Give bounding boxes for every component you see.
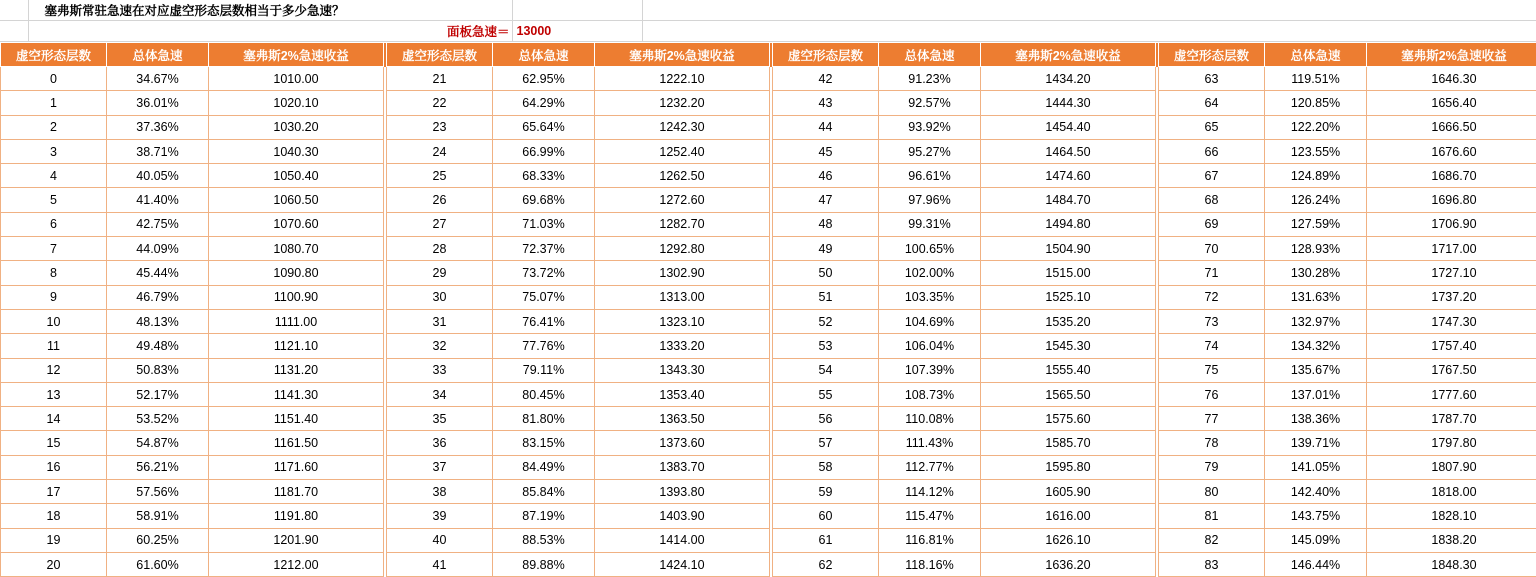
panel-haste-value: 13000 bbox=[512, 21, 642, 42]
cell-layer: 19 bbox=[1, 528, 107, 552]
cell-sevirus-gain: 1373.60 bbox=[595, 431, 770, 455]
cell-total-haste: 142.40% bbox=[1265, 480, 1367, 504]
table-row bbox=[1, 309, 1536, 333]
cell-layer: 16 bbox=[1, 455, 107, 479]
cell-layer: 73 bbox=[1159, 309, 1265, 333]
table-row bbox=[1, 455, 1536, 479]
cell-layer: 53 bbox=[773, 334, 879, 358]
col-header-layer-4: 虚空形态层数 bbox=[1159, 43, 1265, 67]
cell-layer: 37 bbox=[387, 455, 493, 479]
table-row bbox=[1, 67, 1536, 91]
cell-sevirus-gain: 1141.30 bbox=[209, 382, 384, 406]
table-row bbox=[1, 212, 1536, 236]
table-row bbox=[1, 237, 1536, 261]
cell-layer: 78 bbox=[1159, 431, 1265, 455]
table-row bbox=[1, 139, 1536, 163]
cell-layer: 67 bbox=[1159, 164, 1265, 188]
cell-layer: 52 bbox=[773, 309, 879, 333]
cell-total-haste: 114.12% bbox=[879, 480, 981, 504]
cell-sevirus-gain: 1848.30 bbox=[1367, 552, 1536, 576]
cell-sevirus-gain: 1353.40 bbox=[595, 382, 770, 406]
col-header-total-haste-1: 总体急速 bbox=[107, 43, 209, 67]
cell-total-haste: 46.79% bbox=[107, 285, 209, 309]
cell-total-haste: 61.60% bbox=[107, 552, 209, 576]
cell-sevirus-gain: 1040.30 bbox=[209, 139, 384, 163]
cell-layer: 25 bbox=[387, 164, 493, 188]
cell-sevirus-gain: 1010.00 bbox=[209, 67, 384, 91]
table-row bbox=[1, 334, 1536, 358]
table-body bbox=[1, 67, 1536, 577]
cell-total-haste: 42.75% bbox=[107, 212, 209, 236]
cell-total-haste: 118.16% bbox=[879, 552, 981, 576]
cell-sevirus-gain: 1020.10 bbox=[209, 91, 384, 115]
cell-sevirus-gain: 1676.60 bbox=[1367, 139, 1536, 163]
cell-layer: 0 bbox=[1, 67, 107, 91]
table-row bbox=[1, 91, 1536, 115]
table-row bbox=[1, 552, 1536, 576]
cell-total-haste: 48.13% bbox=[107, 309, 209, 333]
cell-sevirus-gain: 1151.40 bbox=[209, 407, 384, 431]
cell-sevirus-gain: 1504.90 bbox=[981, 237, 1156, 261]
col-header-sevirus-gain-1: 塞弗斯2%急速收益 bbox=[209, 43, 384, 67]
cell-layer: 72 bbox=[1159, 285, 1265, 309]
cell-total-haste: 68.33% bbox=[493, 164, 595, 188]
cell-sevirus-gain: 1212.00 bbox=[209, 552, 384, 576]
cell-layer: 70 bbox=[1159, 237, 1265, 261]
cell-layer: 56 bbox=[773, 407, 879, 431]
cell-layer: 80 bbox=[1159, 480, 1265, 504]
cell-total-haste: 97.96% bbox=[879, 188, 981, 212]
cell-sevirus-gain: 1100.90 bbox=[209, 285, 384, 309]
col-header-sevirus-gain-2: 塞弗斯2%急速收益 bbox=[595, 43, 770, 67]
cell-layer: 59 bbox=[773, 480, 879, 504]
cell-total-haste: 116.81% bbox=[879, 528, 981, 552]
cell-sevirus-gain: 1787.70 bbox=[1367, 407, 1536, 431]
cell-sevirus-gain: 1666.50 bbox=[1367, 115, 1536, 139]
cell-layer: 6 bbox=[1, 212, 107, 236]
cell-total-haste: 84.49% bbox=[493, 455, 595, 479]
cell-total-haste: 146.44% bbox=[1265, 552, 1367, 576]
cell-total-haste: 128.93% bbox=[1265, 237, 1367, 261]
cell-sevirus-gain: 1575.60 bbox=[981, 407, 1156, 431]
cell-total-haste: 134.32% bbox=[1265, 334, 1367, 358]
cell-layer: 66 bbox=[1159, 139, 1265, 163]
cell-layer: 46 bbox=[773, 164, 879, 188]
cell-layer: 71 bbox=[1159, 261, 1265, 285]
cell-total-haste: 130.28% bbox=[1265, 261, 1367, 285]
cell-sevirus-gain: 1484.70 bbox=[981, 188, 1156, 212]
col-header-total-haste-3: 总体急速 bbox=[879, 43, 981, 67]
cell-layer: 62 bbox=[773, 552, 879, 576]
cell-sevirus-gain: 1595.80 bbox=[981, 455, 1156, 479]
cell-sevirus-gain: 1636.20 bbox=[981, 552, 1156, 576]
cell-total-haste: 72.37% bbox=[493, 237, 595, 261]
cell-sevirus-gain: 1828.10 bbox=[1367, 504, 1536, 528]
cell-sevirus-gain: 1696.80 bbox=[1367, 188, 1536, 212]
table-row bbox=[1, 528, 1536, 552]
cell-sevirus-gain: 1818.00 bbox=[1367, 480, 1536, 504]
cell-layer: 36 bbox=[387, 431, 493, 455]
cell-layer: 43 bbox=[773, 91, 879, 115]
cell-layer: 79 bbox=[1159, 455, 1265, 479]
cell-total-haste: 37.36% bbox=[107, 115, 209, 139]
cell-sevirus-gain: 1050.40 bbox=[209, 164, 384, 188]
cell-sevirus-gain: 1191.80 bbox=[209, 504, 384, 528]
cell-sevirus-gain: 1323.10 bbox=[595, 309, 770, 333]
blank-cell bbox=[512, 0, 642, 21]
cell-sevirus-gain: 1252.40 bbox=[595, 139, 770, 163]
cell-total-haste: 38.71% bbox=[107, 139, 209, 163]
cell-total-haste: 115.47% bbox=[879, 504, 981, 528]
cell-sevirus-gain: 1232.20 bbox=[595, 91, 770, 115]
cell-sevirus-gain: 1717.00 bbox=[1367, 237, 1536, 261]
cell-total-haste: 49.48% bbox=[107, 334, 209, 358]
cell-sevirus-gain: 1171.60 bbox=[209, 455, 384, 479]
cell-sevirus-gain: 1646.30 bbox=[1367, 67, 1536, 91]
cell-layer: 65 bbox=[1159, 115, 1265, 139]
cell-layer: 77 bbox=[1159, 407, 1265, 431]
cell-sevirus-gain: 1616.00 bbox=[981, 504, 1156, 528]
cell-total-haste: 112.77% bbox=[879, 455, 981, 479]
cell-layer: 81 bbox=[1159, 504, 1265, 528]
cell-layer: 47 bbox=[773, 188, 879, 212]
cell-total-haste: 104.69% bbox=[879, 309, 981, 333]
panel-haste-row bbox=[0, 21, 1536, 42]
cell-layer: 21 bbox=[387, 67, 493, 91]
cell-sevirus-gain: 1585.70 bbox=[981, 431, 1156, 455]
cell-total-haste: 111.43% bbox=[879, 431, 981, 455]
cell-layer: 30 bbox=[387, 285, 493, 309]
cell-total-haste: 80.45% bbox=[493, 382, 595, 406]
cell-sevirus-gain: 1494.80 bbox=[981, 212, 1156, 236]
cell-layer: 61 bbox=[773, 528, 879, 552]
cell-layer: 8 bbox=[1, 261, 107, 285]
cell-total-haste: 65.64% bbox=[493, 115, 595, 139]
cell-layer: 10 bbox=[1, 309, 107, 333]
cell-total-haste: 122.20% bbox=[1265, 115, 1367, 139]
cell-total-haste: 126.24% bbox=[1265, 188, 1367, 212]
cell-layer: 23 bbox=[387, 115, 493, 139]
cell-layer: 20 bbox=[1, 552, 107, 576]
cell-layer: 33 bbox=[387, 358, 493, 382]
blank-cell bbox=[642, 0, 1536, 21]
cell-sevirus-gain: 1414.00 bbox=[595, 528, 770, 552]
cell-total-haste: 75.07% bbox=[493, 285, 595, 309]
cell-sevirus-gain: 1424.10 bbox=[595, 552, 770, 576]
cell-layer: 54 bbox=[773, 358, 879, 382]
cell-total-haste: 141.05% bbox=[1265, 455, 1367, 479]
cell-layer: 34 bbox=[387, 382, 493, 406]
cell-total-haste: 87.19% bbox=[493, 504, 595, 528]
cell-layer: 76 bbox=[1159, 382, 1265, 406]
cell-layer: 42 bbox=[773, 67, 879, 91]
cell-sevirus-gain: 1060.50 bbox=[209, 188, 384, 212]
cell-layer: 75 bbox=[1159, 358, 1265, 382]
cell-layer: 39 bbox=[387, 504, 493, 528]
cell-layer: 22 bbox=[387, 91, 493, 115]
col-header-layer-2: 虚空形态层数 bbox=[387, 43, 493, 67]
col-header-sevirus-gain-3: 塞弗斯2%急速收益 bbox=[981, 43, 1156, 67]
cell-total-haste: 89.88% bbox=[493, 552, 595, 576]
table-row bbox=[1, 431, 1536, 455]
cell-sevirus-gain: 1403.90 bbox=[595, 504, 770, 528]
table-row bbox=[1, 164, 1536, 188]
cell-sevirus-gain: 1838.20 bbox=[1367, 528, 1536, 552]
cell-sevirus-gain: 1161.50 bbox=[209, 431, 384, 455]
cell-total-haste: 62.95% bbox=[493, 67, 595, 91]
col-header-total-haste-4: 总体急速 bbox=[1265, 43, 1367, 67]
cell-layer: 82 bbox=[1159, 528, 1265, 552]
cell-total-haste: 103.35% bbox=[879, 285, 981, 309]
col-header-sevirus-gain-4: 塞弗斯2%急速收益 bbox=[1367, 43, 1536, 67]
cell-total-haste: 54.87% bbox=[107, 431, 209, 455]
cell-sevirus-gain: 1434.20 bbox=[981, 67, 1156, 91]
cell-total-haste: 123.55% bbox=[1265, 139, 1367, 163]
cell-total-haste: 91.23% bbox=[879, 67, 981, 91]
cell-sevirus-gain: 1797.80 bbox=[1367, 431, 1536, 455]
cell-total-haste: 92.57% bbox=[879, 91, 981, 115]
cell-layer: 48 bbox=[773, 212, 879, 236]
table-row bbox=[1, 407, 1536, 431]
blank-cell bbox=[0, 21, 28, 42]
cell-layer: 38 bbox=[387, 480, 493, 504]
cell-total-haste: 50.83% bbox=[107, 358, 209, 382]
cell-sevirus-gain: 1302.90 bbox=[595, 261, 770, 285]
cell-sevirus-gain: 1605.90 bbox=[981, 480, 1156, 504]
table-header-row bbox=[1, 43, 1536, 67]
cell-layer: 18 bbox=[1, 504, 107, 528]
cell-layer: 58 bbox=[773, 455, 879, 479]
cell-layer: 69 bbox=[1159, 212, 1265, 236]
cell-sevirus-gain: 1393.80 bbox=[595, 480, 770, 504]
cell-layer: 57 bbox=[773, 431, 879, 455]
cell-total-haste: 88.53% bbox=[493, 528, 595, 552]
cell-total-haste: 120.85% bbox=[1265, 91, 1367, 115]
header-area bbox=[0, 0, 1536, 42]
cell-total-haste: 108.73% bbox=[879, 382, 981, 406]
cell-sevirus-gain: 1737.20 bbox=[1367, 285, 1536, 309]
cell-layer: 32 bbox=[387, 334, 493, 358]
cell-sevirus-gain: 1262.50 bbox=[595, 164, 770, 188]
cell-sevirus-gain: 1757.40 bbox=[1367, 334, 1536, 358]
cell-sevirus-gain: 1201.90 bbox=[209, 528, 384, 552]
cell-layer: 11 bbox=[1, 334, 107, 358]
table-row bbox=[1, 382, 1536, 406]
cell-total-haste: 95.27% bbox=[879, 139, 981, 163]
table-row bbox=[1, 358, 1536, 382]
cell-total-haste: 132.97% bbox=[1265, 309, 1367, 333]
cell-sevirus-gain: 1454.40 bbox=[981, 115, 1156, 139]
cell-total-haste: 40.05% bbox=[107, 164, 209, 188]
cell-layer: 12 bbox=[1, 358, 107, 382]
cell-layer: 2 bbox=[1, 115, 107, 139]
cell-sevirus-gain: 1747.30 bbox=[1367, 309, 1536, 333]
table-row bbox=[1, 285, 1536, 309]
cell-layer: 31 bbox=[387, 309, 493, 333]
col-header-total-haste-2: 总体急速 bbox=[493, 43, 595, 67]
cell-total-haste: 81.80% bbox=[493, 407, 595, 431]
cell-total-haste: 36.01% bbox=[107, 91, 209, 115]
cell-total-haste: 93.92% bbox=[879, 115, 981, 139]
cell-total-haste: 124.89% bbox=[1265, 164, 1367, 188]
cell-total-haste: 99.31% bbox=[879, 212, 981, 236]
cell-sevirus-gain: 1545.30 bbox=[981, 334, 1156, 358]
cell-layer: 83 bbox=[1159, 552, 1265, 576]
blank-cell bbox=[0, 0, 28, 21]
cell-layer: 55 bbox=[773, 382, 879, 406]
cell-total-haste: 100.65% bbox=[879, 237, 981, 261]
cell-sevirus-gain: 1383.70 bbox=[595, 455, 770, 479]
cell-sevirus-gain: 1292.80 bbox=[595, 237, 770, 261]
cell-sevirus-gain: 1565.50 bbox=[981, 382, 1156, 406]
cell-total-haste: 139.71% bbox=[1265, 431, 1367, 455]
cell-total-haste: 79.11% bbox=[493, 358, 595, 382]
cell-sevirus-gain: 1181.70 bbox=[209, 480, 384, 504]
cell-layer: 49 bbox=[773, 237, 879, 261]
panel-haste-label: 面板急速＝ bbox=[28, 21, 512, 42]
cell-layer: 17 bbox=[1, 480, 107, 504]
blank-cell bbox=[642, 21, 1536, 42]
cell-total-haste: 106.04% bbox=[879, 334, 981, 358]
cell-layer: 27 bbox=[387, 212, 493, 236]
cell-total-haste: 53.52% bbox=[107, 407, 209, 431]
cell-total-haste: 52.17% bbox=[107, 382, 209, 406]
cell-total-haste: 66.99% bbox=[493, 139, 595, 163]
cell-layer: 44 bbox=[773, 115, 879, 139]
cell-layer: 68 bbox=[1159, 188, 1265, 212]
cell-layer: 51 bbox=[773, 285, 879, 309]
cell-layer: 9 bbox=[1, 285, 107, 309]
table-row bbox=[1, 261, 1536, 285]
cell-total-haste: 34.67% bbox=[107, 67, 209, 91]
cell-sevirus-gain: 1727.10 bbox=[1367, 261, 1536, 285]
cell-layer: 1 bbox=[1, 91, 107, 115]
cell-sevirus-gain: 1333.20 bbox=[595, 334, 770, 358]
cell-total-haste: 69.68% bbox=[493, 188, 595, 212]
cell-layer: 45 bbox=[773, 139, 879, 163]
cell-layer: 50 bbox=[773, 261, 879, 285]
cell-sevirus-gain: 1111.00 bbox=[209, 309, 384, 333]
cell-sevirus-gain: 1282.70 bbox=[595, 212, 770, 236]
cell-layer: 41 bbox=[387, 552, 493, 576]
cell-total-haste: 131.63% bbox=[1265, 285, 1367, 309]
page-title: 塞弗斯常驻急速在对应虚空形态层数相当于多少急速？ bbox=[28, 0, 512, 21]
cell-sevirus-gain: 1070.60 bbox=[209, 212, 384, 236]
cell-total-haste: 119.51% bbox=[1265, 67, 1367, 91]
table-row bbox=[1, 504, 1536, 528]
cell-total-haste: 145.09% bbox=[1265, 528, 1367, 552]
cell-total-haste: 64.29% bbox=[493, 91, 595, 115]
cell-total-haste: 77.76% bbox=[493, 334, 595, 358]
cell-sevirus-gain: 1686.70 bbox=[1367, 164, 1536, 188]
cell-total-haste: 60.25% bbox=[107, 528, 209, 552]
cell-sevirus-gain: 1444.30 bbox=[981, 91, 1156, 115]
table-row bbox=[1, 115, 1536, 139]
cell-sevirus-gain: 1767.50 bbox=[1367, 358, 1536, 382]
cell-total-haste: 110.08% bbox=[879, 407, 981, 431]
cell-sevirus-gain: 1222.10 bbox=[595, 67, 770, 91]
cell-sevirus-gain: 1090.80 bbox=[209, 261, 384, 285]
cell-layer: 15 bbox=[1, 431, 107, 455]
cell-layer: 60 bbox=[773, 504, 879, 528]
cell-total-haste: 135.67% bbox=[1265, 358, 1367, 382]
table-row bbox=[1, 480, 1536, 504]
cell-sevirus-gain: 1706.90 bbox=[1367, 212, 1536, 236]
cell-sevirus-gain: 1131.20 bbox=[209, 358, 384, 382]
cell-sevirus-gain: 1525.10 bbox=[981, 285, 1156, 309]
cell-layer: 13 bbox=[1, 382, 107, 406]
cell-layer: 74 bbox=[1159, 334, 1265, 358]
cell-layer: 7 bbox=[1, 237, 107, 261]
cell-total-haste: 102.00% bbox=[879, 261, 981, 285]
cell-sevirus-gain: 1121.10 bbox=[209, 334, 384, 358]
cell-sevirus-gain: 1272.60 bbox=[595, 188, 770, 212]
cell-layer: 40 bbox=[387, 528, 493, 552]
cell-total-haste: 143.75% bbox=[1265, 504, 1367, 528]
cell-sevirus-gain: 1313.00 bbox=[595, 285, 770, 309]
cell-total-haste: 96.61% bbox=[879, 164, 981, 188]
cell-sevirus-gain: 1656.40 bbox=[1367, 91, 1536, 115]
cell-sevirus-gain: 1464.50 bbox=[981, 139, 1156, 163]
cell-total-haste: 57.56% bbox=[107, 480, 209, 504]
cell-layer: 4 bbox=[1, 164, 107, 188]
cell-sevirus-gain: 1515.00 bbox=[981, 261, 1156, 285]
cell-total-haste: 138.36% bbox=[1265, 407, 1367, 431]
cell-sevirus-gain: 1030.20 bbox=[209, 115, 384, 139]
cell-total-haste: 107.39% bbox=[879, 358, 981, 382]
cell-layer: 35 bbox=[387, 407, 493, 431]
cell-total-haste: 83.15% bbox=[493, 431, 595, 455]
cell-layer: 3 bbox=[1, 139, 107, 163]
cell-sevirus-gain: 1777.60 bbox=[1367, 382, 1536, 406]
cell-total-haste: 85.84% bbox=[493, 480, 595, 504]
cell-total-haste: 58.91% bbox=[107, 504, 209, 528]
title-row bbox=[0, 0, 1536, 21]
cell-total-haste: 71.03% bbox=[493, 212, 595, 236]
cell-layer: 64 bbox=[1159, 91, 1265, 115]
cell-total-haste: 41.40% bbox=[107, 188, 209, 212]
cell-layer: 14 bbox=[1, 407, 107, 431]
cell-sevirus-gain: 1474.60 bbox=[981, 164, 1156, 188]
cell-layer: 63 bbox=[1159, 67, 1265, 91]
cell-layer: 28 bbox=[387, 237, 493, 261]
table-row bbox=[1, 188, 1536, 212]
cell-sevirus-gain: 1343.30 bbox=[595, 358, 770, 382]
col-header-layer-3: 虚空形态层数 bbox=[773, 43, 879, 67]
cell-layer: 29 bbox=[387, 261, 493, 285]
cell-total-haste: 137.01% bbox=[1265, 382, 1367, 406]
cell-layer: 24 bbox=[387, 139, 493, 163]
haste-table bbox=[0, 42, 1536, 577]
cell-sevirus-gain: 1626.10 bbox=[981, 528, 1156, 552]
cell-sevirus-gain: 1242.30 bbox=[595, 115, 770, 139]
cell-sevirus-gain: 1535.20 bbox=[981, 309, 1156, 333]
cell-total-haste: 127.59% bbox=[1265, 212, 1367, 236]
cell-sevirus-gain: 1555.40 bbox=[981, 358, 1156, 382]
cell-total-haste: 45.44% bbox=[107, 261, 209, 285]
cell-total-haste: 44.09% bbox=[107, 237, 209, 261]
cell-total-haste: 73.72% bbox=[493, 261, 595, 285]
cell-total-haste: 76.41% bbox=[493, 309, 595, 333]
cell-total-haste: 56.21% bbox=[107, 455, 209, 479]
cell-layer: 5 bbox=[1, 188, 107, 212]
cell-sevirus-gain: 1363.50 bbox=[595, 407, 770, 431]
cell-layer: 26 bbox=[387, 188, 493, 212]
col-header-layer-1: 虚空形态层数 bbox=[1, 43, 107, 67]
cell-sevirus-gain: 1080.70 bbox=[209, 237, 384, 261]
cell-sevirus-gain: 1807.90 bbox=[1367, 455, 1536, 479]
